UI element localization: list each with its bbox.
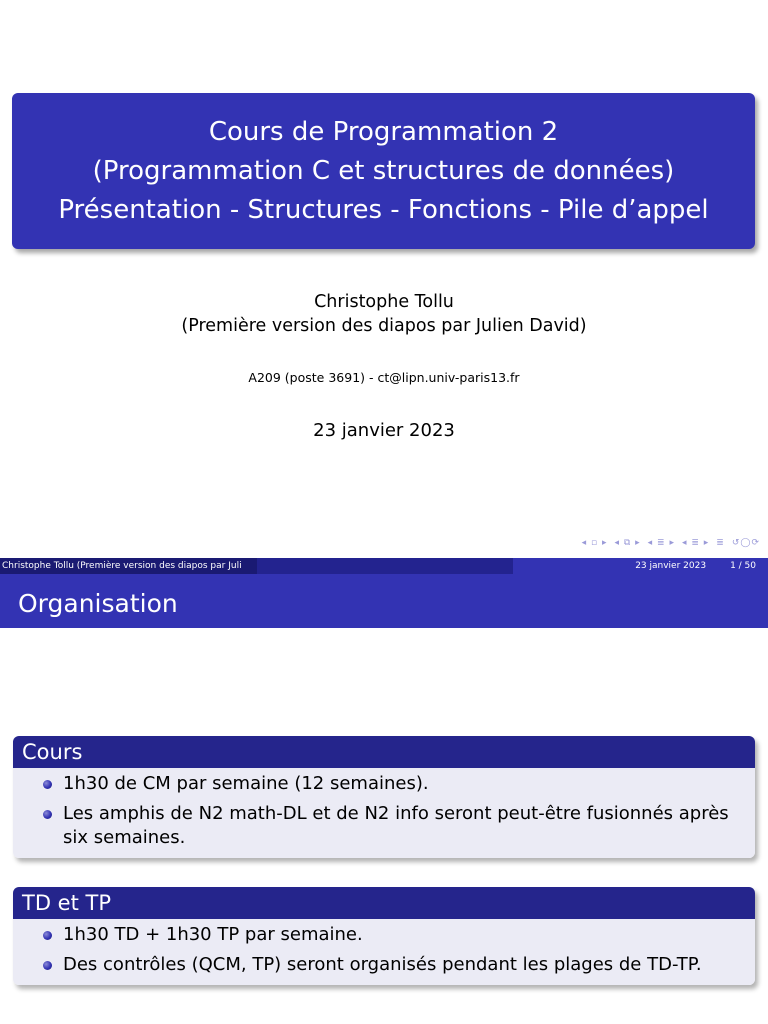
footline-page: 1 / 50: [730, 561, 756, 571]
footline: [0, 558, 768, 574]
nav-section-icon[interactable]: ◂ ≣ ▸: [681, 538, 710, 548]
footline-right: [513, 558, 768, 574]
list-item: Des contrôles (QCM, TP) seront organisés pendant les plages de TD-TP.: [43, 953, 745, 977]
footline-author: Christophe Tollu (Première version des diapos par Juli: [0, 558, 257, 574]
bullet-icon: [43, 961, 52, 970]
nav-frame-icon[interactable]: ◂ ⧉ ▸: [614, 538, 641, 548]
frame-title: Organisation: [0, 574, 768, 628]
navigation-symbols: [582, 538, 760, 548]
block-title-cours: Cours: [13, 736, 755, 768]
title-line-2: (Programmation C et structures de données): [92, 155, 675, 186]
bullet-icon: [43, 810, 52, 819]
title-line-3: Présentation - Structures - Fonctions - Pile d’appel: [58, 194, 709, 225]
nav-document-icon[interactable]: ≣: [716, 538, 725, 548]
bullet-icon: [43, 931, 52, 940]
author-note: (Première version des diapos par Julien David): [181, 316, 587, 336]
footline-date: 23 janvier 2023: [635, 561, 707, 571]
block-body-cours: [13, 768, 755, 858]
block-cours: [13, 736, 755, 858]
title-line-1: Cours de Programmation 2: [208, 116, 559, 147]
block-body-td-tp: [13, 919, 755, 985]
block-title-td-tp: TD et TP: [13, 887, 755, 919]
nav-search-icon[interactable]: ↺◯⟳: [731, 538, 760, 548]
list-item: 1h30 TD + 1h30 TP par semaine.: [43, 923, 745, 947]
nav-slide-icon[interactable]: ◂ ▫ ▸: [581, 538, 608, 548]
author-name: Christophe Tollu: [314, 292, 454, 312]
nav-subsection-icon[interactable]: ◂ ≣ ▸: [647, 538, 675, 548]
title-box: [12, 93, 755, 249]
presentation-date: 23 janvier 2023: [313, 420, 455, 441]
footline-middle: [257, 558, 513, 574]
bullet-icon: [43, 780, 52, 789]
author-address: A209 (poste 3691) - ct@lipn.univ-paris13.fr: [248, 370, 520, 385]
list-item: 1h30 de CM par semaine (12 semaines).: [43, 772, 745, 796]
block-td-tp: [13, 887, 755, 985]
author-block: [0, 290, 768, 338]
list-item: Les amphis de N2 math-DL et de N2 info seront peut-être fusionnés après six semaines.: [43, 802, 745, 850]
